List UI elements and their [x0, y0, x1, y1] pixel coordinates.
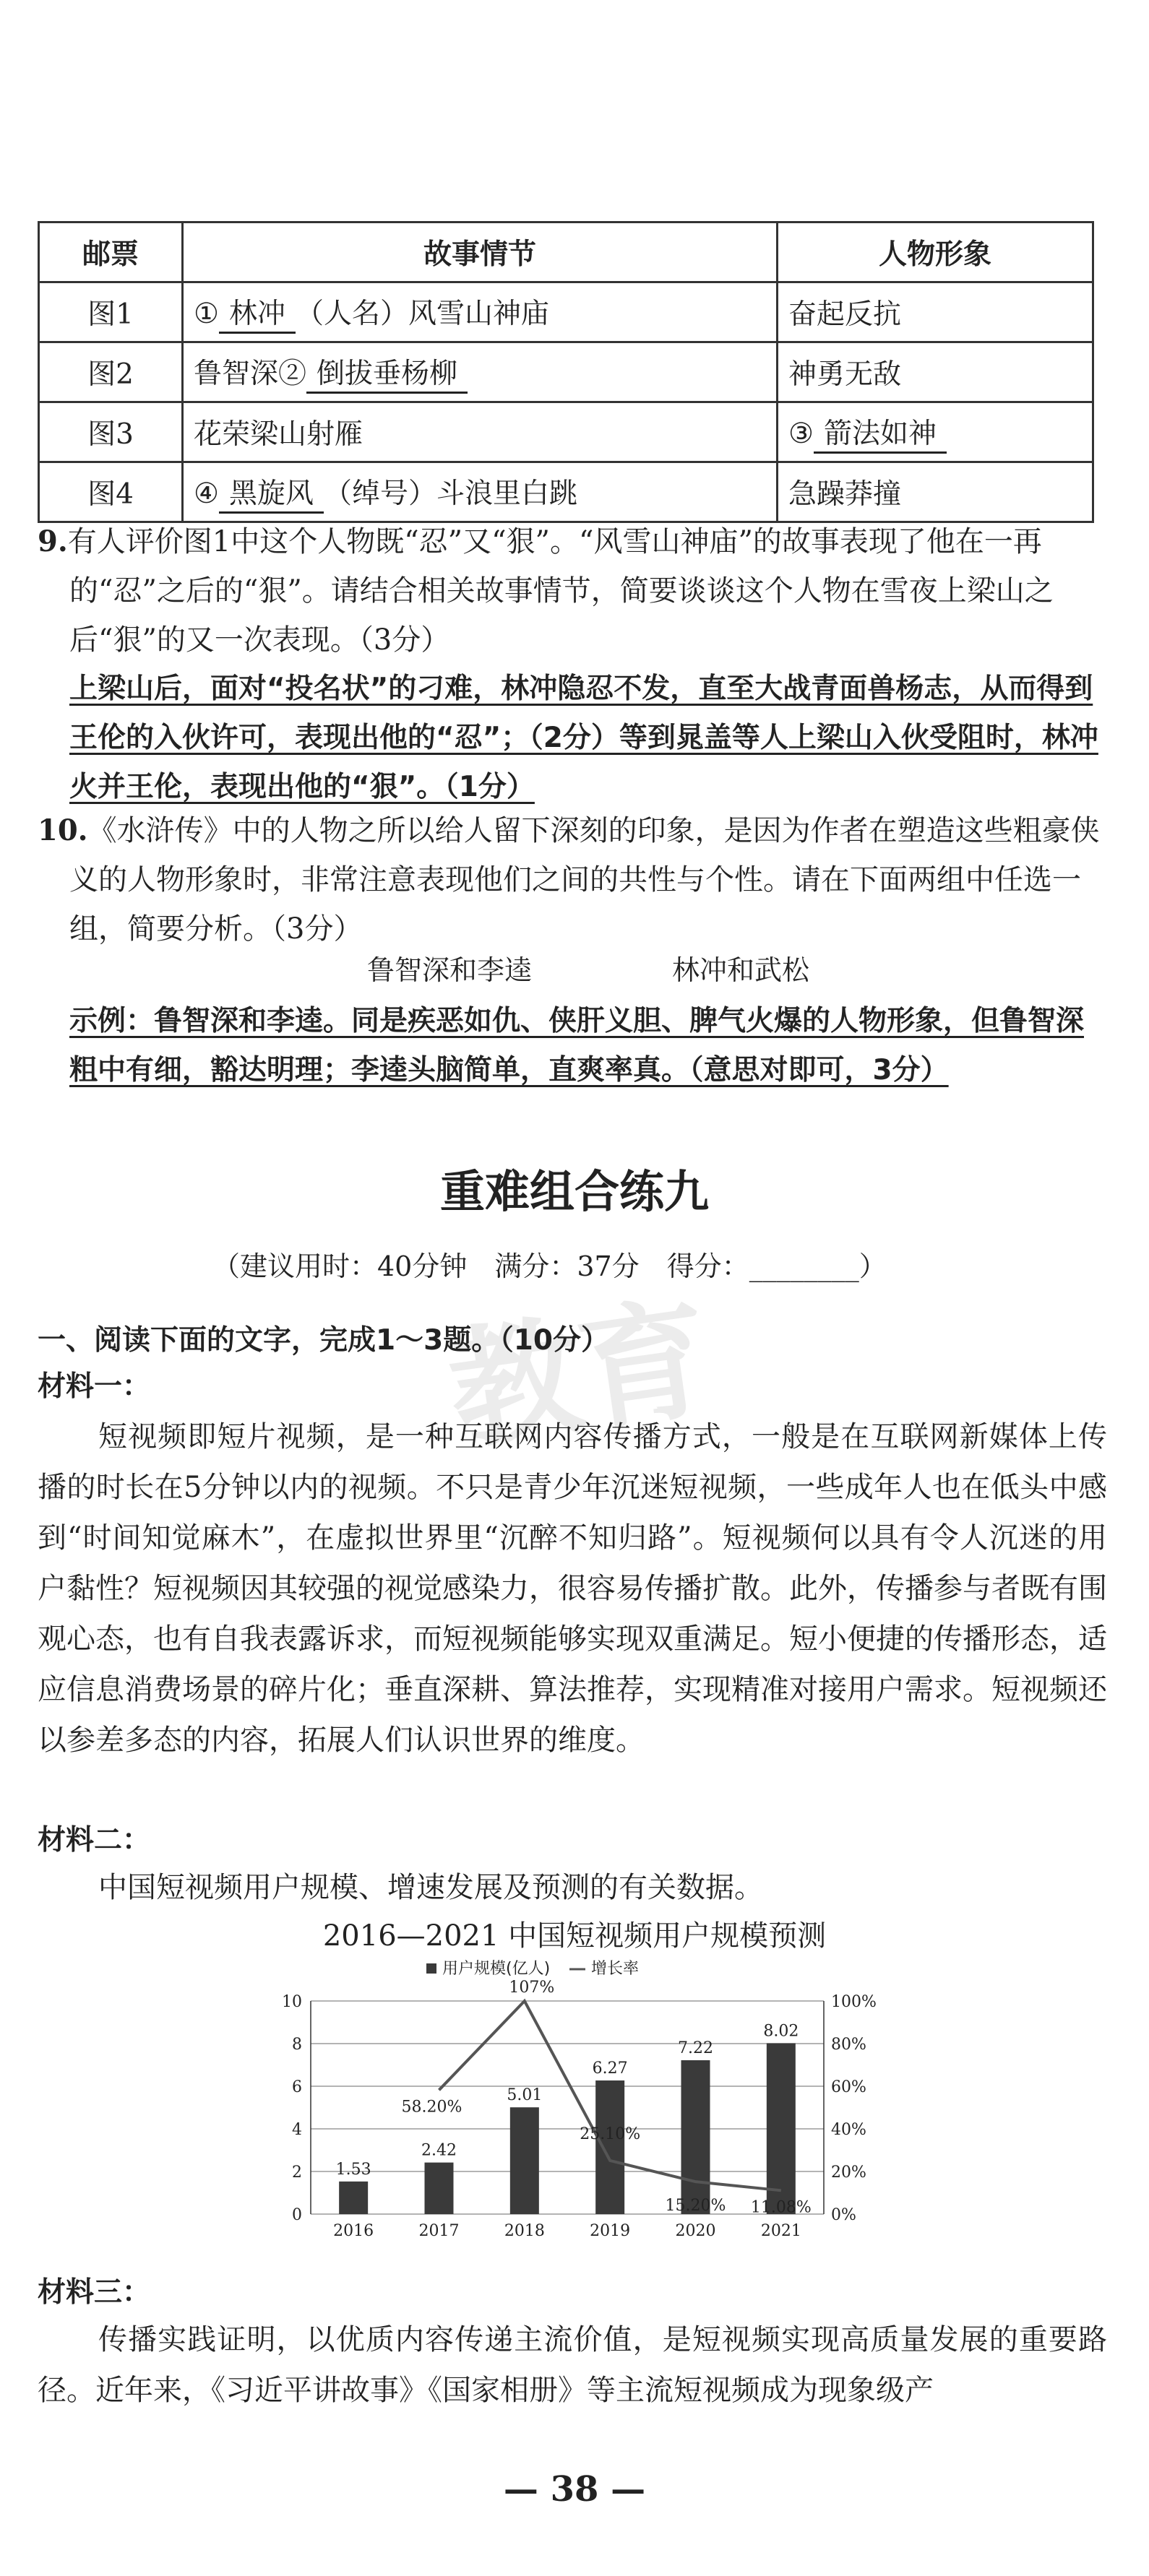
image-prefix: ③ — [788, 417, 814, 450]
plot-cell: 花荣梁山射雁 — [183, 402, 778, 462]
y-right-tick-label: 80% — [831, 2036, 866, 2054]
part-heading: 一、阅读下面的文字，完成1～3题。（10分） — [38, 1324, 610, 1357]
growth-rate-label: 107% — [509, 1979, 555, 1997]
bar-value-label: 6.27 — [592, 2059, 628, 2078]
y-left-tick-label: 10 — [282, 1993, 302, 2011]
y-left-tick-label: 4 — [292, 2121, 302, 2139]
material-label: 材料三： — [38, 2276, 151, 2309]
stamp-table — [38, 221, 1094, 523]
image-cell: 神勇无敌 — [778, 342, 1093, 402]
time-info: （建议用时：40分钟 满分：37分 得分：________） — [212, 1250, 887, 1282]
growth-rate-label: 15.20% — [665, 2197, 726, 2216]
material-2-text: 中国短视频用户规模、增速发展及预测的有关数据。 — [98, 1871, 763, 1904]
user-scale-chart — [246, 1943, 896, 2239]
table-header: 邮票 — [39, 222, 183, 282]
table-row — [39, 462, 1093, 522]
x-tick-label: 2016 — [333, 2222, 374, 2239]
fill-blank: 倒拔垂杨柳 — [306, 351, 468, 394]
x-tick-label: 2018 — [504, 2222, 545, 2239]
question-number: 10. — [38, 813, 88, 847]
section-title: 重难组合练九 — [439, 1165, 709, 1218]
table-header-row — [39, 222, 1093, 282]
option-a: 鲁智深和李逵 — [367, 954, 533, 986]
image-cell — [778, 402, 1093, 462]
plot-cell — [183, 342, 778, 402]
y-left-tick-label: 2 — [292, 2164, 302, 2182]
question-text — [38, 806, 1107, 954]
material-label: 材料二： — [38, 1824, 151, 1857]
table-header: 人物形象 — [778, 222, 1093, 282]
x-tick-label: 2017 — [418, 2222, 460, 2239]
y-left-tick-label: 8 — [292, 2036, 302, 2054]
growth-rate-label: 25.10% — [580, 2125, 641, 2143]
bar-value-label: 7.22 — [678, 2039, 713, 2058]
y-right-tick-label: 60% — [831, 2078, 866, 2096]
fill-blank: 林冲 — [219, 291, 296, 334]
question-10 — [38, 806, 1107, 954]
x-tick-label: 2020 — [675, 2222, 716, 2239]
stamp-cell: 图2 — [39, 342, 183, 402]
stamp-cell: 图1 — [39, 282, 183, 342]
option-b: 林冲和武松 — [672, 954, 810, 986]
bar — [510, 2107, 539, 2214]
table-row — [39, 342, 1093, 402]
page-number: — 38 — — [503, 2469, 646, 2510]
image-cell: 奋起反抗 — [778, 282, 1093, 342]
legend-bar-label: 用户规模(亿人) — [442, 1960, 551, 1978]
bar-value-label: 8.02 — [763, 2022, 799, 2041]
growth-rate-label: 58.20% — [401, 2098, 462, 2117]
material-1-text: 短视频即短片视频，是一种互联网内容传播方式，一般是在互联网新媒体上传播的时长在5分钟以内的视频。不只是青少年沉迷短视频，一些成年人也在低头中感到“时间知觉麻木”，在虚拟世界里“沉醉不知归路”。短视频何以具有令人沉迷的用户黏性？短视频因其较强的视觉感染力，很容易传播扩散。此外，传播参与者既有围观心态，也有自我表露诉求，而短视频能够实现双重满足。短小便捷的传播形态，适应信息消费场景的碎片化；垂直深耕、算法推荐，实现精准对接用户需求。短视频还以参差多态的内容，拓展人们认识世界的维度。 — [38, 1420, 1107, 1757]
question-text — [38, 517, 1107, 665]
legend-line-label: 增长率 — [591, 1960, 640, 1978]
legend-bar-swatch — [426, 1963, 436, 1974]
plot-suffix: （绰号）斗浪里白跳 — [323, 477, 577, 510]
stamp-cell: 图4 — [39, 462, 183, 522]
bar — [681, 2060, 710, 2214]
y-left-tick-label: 0 — [292, 2206, 302, 2224]
material-label: 材料一： — [38, 1370, 151, 1403]
x-tick-label: 2019 — [590, 2222, 631, 2239]
table-row — [39, 402, 1093, 462]
y-right-tick-label: 40% — [831, 2121, 866, 2139]
plot-prefix: 鲁智深② — [194, 357, 307, 390]
y-left-tick-label: 6 — [292, 2078, 302, 2096]
bar — [595, 2080, 624, 2214]
question-body: 《水浒传》中的人物之所以给人留下深刻的印象，是因为作者在塑造这些粗豪侠义的人物形象时，非常注意表现他们之间的共性与个性。请在下面两组中任选一组，简要分析。（3分） — [69, 814, 1100, 946]
chart-title: 2016—2021 中国短视频用户规模预测 — [322, 1919, 827, 1953]
bar — [339, 2182, 368, 2214]
question-number: 9. — [38, 524, 68, 558]
question-9 — [38, 517, 1107, 812]
y-right-tick-label: 100% — [831, 1993, 877, 2011]
x-tick-label: 2021 — [760, 2222, 801, 2239]
bar-value-label: 1.53 — [335, 2160, 371, 2179]
answer-text: 上梁山后，面对“投名状”的刁难，林冲隐忍不发，直至大战青面兽杨志，从而得到王伦的入伙许可，表现出他的“忍”；（2分）等到晁盖等人上梁山入伙受阻时，林冲火并王伦，表现出他的“狠”。（1分） — [69, 673, 1098, 803]
bar-value-label: 5.01 — [507, 2086, 543, 2105]
material-3-text: 传播实践证明，以优质内容传递主流价值，是短视频实现高质量发展的重要路径。近年来，《习近平讲故事》《国家相册》等主流短视频成为现象级产 — [38, 2323, 1107, 2407]
stamp-cell: 图3 — [39, 402, 183, 462]
watermark: 教育 — [440, 1282, 719, 1469]
fill-blank: 黑旋风 — [219, 471, 324, 514]
plot-cell — [183, 282, 778, 342]
bar-value-label: 2.42 — [421, 2141, 457, 2160]
question-body: 有人评价图1中这个人物既“忍”又“狠”。“风雪山神庙”的故事表现了他在一再的“忍”之后的“狠”。请结合相关故事情节，简要谈谈这个人物在雪夜上梁山之后“狠”的又一次表现。（3分） — [67, 525, 1054, 657]
plot-prefix: ① — [194, 297, 219, 330]
y-right-tick-label: 0% — [831, 2206, 856, 2224]
y-right-tick-label: 20% — [831, 2164, 866, 2182]
bar — [425, 2163, 454, 2214]
fill-blank: 箭法如神 — [814, 411, 947, 454]
image-cell: 急躁莽撞 — [778, 462, 1093, 522]
table-row — [39, 282, 1093, 342]
table-header: 故事情节 — [183, 222, 778, 282]
plot-cell — [183, 462, 778, 522]
growth-rate-label: 11.08% — [750, 2198, 812, 2217]
plot-prefix: ④ — [194, 477, 219, 510]
plot-suffix: （人名）风雪山神庙 — [295, 297, 549, 330]
answer-text: 示例：鲁智深和李逵。同是疾恶如仇、侠肝义胆、脾气火爆的人物形象，但鲁智深粗中有细，豁达明理；李逵头脑简单，直爽率真。（意思对即可，3分） — [69, 1005, 1085, 1086]
